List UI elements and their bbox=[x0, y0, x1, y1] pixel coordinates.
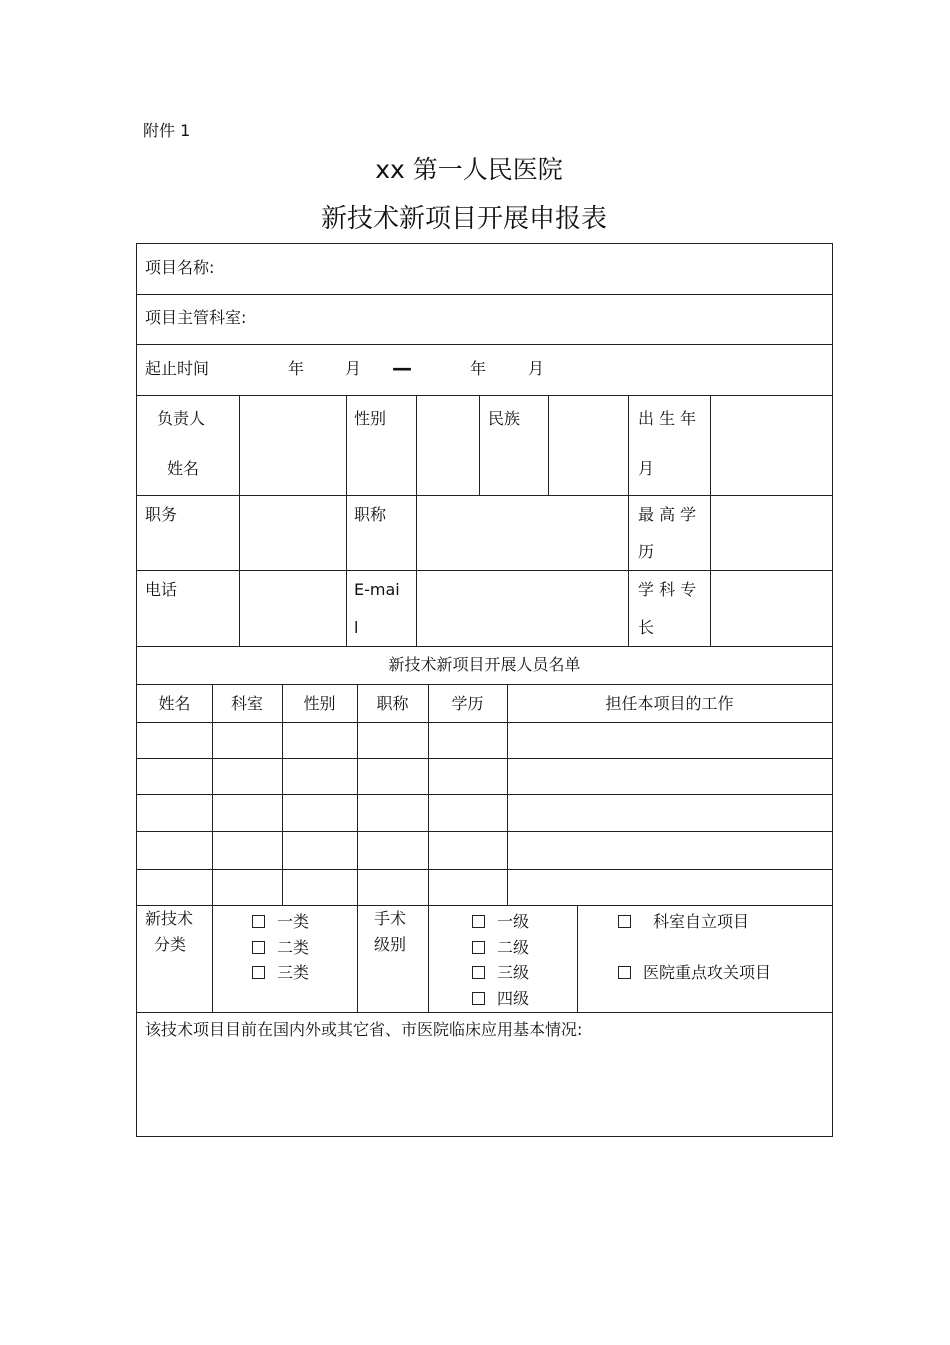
birth-field[interactable] bbox=[712, 397, 831, 494]
specialty-field[interactable] bbox=[712, 572, 831, 645]
surgery-level-option-2[interactable]: 二级 bbox=[472, 935, 529, 958]
title-field[interactable] bbox=[418, 497, 627, 569]
leader-name-label-line2: 姓名 bbox=[167, 459, 200, 478]
surgery-level-label-line1: 手术 bbox=[374, 909, 407, 928]
attachment-label: 附件 1 bbox=[143, 121, 191, 140]
email-label-line1: E-mai bbox=[354, 580, 400, 599]
specialty-label-line2: 长 bbox=[638, 618, 655, 637]
staff-list-heading: 新技术新项目开展人员名单 bbox=[388, 655, 581, 674]
project-type-option-department[interactable]: 科室自立项目 bbox=[618, 909, 749, 932]
project-name-field[interactable] bbox=[250, 250, 820, 288]
start-year-label: 年 bbox=[288, 359, 305, 378]
education-field[interactable] bbox=[712, 497, 831, 569]
col-header-department: 科室 bbox=[230, 694, 263, 713]
table-row[interactable] bbox=[137, 759, 832, 794]
birth-label-line2: 月 bbox=[638, 459, 655, 478]
end-year-label: 年 bbox=[470, 359, 487, 378]
category-option-2[interactable]: 二类 bbox=[252, 935, 309, 958]
hospital-name: xx 第一人民医院 bbox=[375, 155, 563, 184]
col-header-education: 学历 bbox=[451, 694, 484, 713]
specialty-label-line1: 学 科 专 bbox=[638, 580, 697, 599]
col-header-name: 姓名 bbox=[158, 694, 191, 713]
category-option-1[interactable]: 一类 bbox=[252, 909, 309, 932]
end-month-label: 月 bbox=[528, 359, 545, 378]
table-row[interactable] bbox=[137, 832, 832, 869]
gender-field[interactable] bbox=[418, 397, 478, 494]
surgery-level-label-line2: 级别 bbox=[374, 935, 407, 954]
col-header-title: 职称 bbox=[376, 694, 409, 713]
education-label-line2: 历 bbox=[638, 542, 655, 561]
surgery-level-option-1[interactable]: 一级 bbox=[472, 909, 529, 932]
position-field[interactable] bbox=[241, 497, 345, 569]
checkbox-icon[interactable] bbox=[472, 915, 485, 928]
phone-label: 电话 bbox=[145, 580, 178, 599]
title-label: 职称 bbox=[354, 505, 387, 524]
table-row[interactable] bbox=[137, 723, 832, 758]
table-row[interactable] bbox=[137, 795, 832, 831]
ethnicity-field[interactable] bbox=[550, 397, 627, 494]
education-label-line1: 最 高 学 bbox=[638, 505, 697, 524]
checkbox-icon[interactable] bbox=[472, 966, 485, 979]
checkbox-icon[interactable] bbox=[252, 966, 265, 979]
clinical-situation-field[interactable] bbox=[140, 1045, 828, 1131]
checkbox-icon[interactable] bbox=[252, 941, 265, 954]
surgery-level-option-4[interactable]: 四级 bbox=[472, 986, 529, 1009]
checkbox-icon[interactable] bbox=[472, 941, 485, 954]
col-header-gender: 性别 bbox=[303, 694, 336, 713]
period-dash: — bbox=[392, 356, 412, 380]
col-header-role: 担任本项目的工作 bbox=[605, 694, 734, 713]
checkbox-icon[interactable] bbox=[618, 966, 631, 979]
email-field[interactable] bbox=[418, 572, 627, 645]
table-row[interactable] bbox=[137, 870, 832, 905]
start-month-label: 月 bbox=[345, 359, 362, 378]
form-title: 新技术新项目开展申报表 bbox=[320, 204, 607, 234]
leader-name-label-line1: 负责人 bbox=[157, 409, 206, 428]
project-type-option-key[interactable]: 医院重点攻关项目 bbox=[618, 960, 771, 983]
project-name-label: 项目名称: bbox=[145, 258, 215, 277]
clinical-situation-label: 该技术项目目前在国内外或其它省、市医院临床应用基本情况: bbox=[145, 1020, 583, 1039]
department-field[interactable] bbox=[270, 300, 820, 338]
birth-label-line1: 出 生 年 bbox=[638, 409, 697, 428]
checkbox-icon[interactable] bbox=[472, 992, 485, 1005]
phone-field[interactable] bbox=[241, 572, 345, 645]
leader-name-field[interactable] bbox=[241, 397, 345, 494]
department-label: 项目主管科室: bbox=[145, 308, 247, 327]
position-label: 职务 bbox=[145, 505, 178, 524]
ethnicity-label: 民族 bbox=[488, 409, 521, 428]
tech-category-label-line1: 新技术 bbox=[145, 909, 194, 928]
checkbox-icon[interactable] bbox=[618, 915, 631, 928]
period-label: 起止时间 bbox=[145, 359, 210, 378]
gender-label: 性别 bbox=[354, 409, 387, 428]
category-option-3[interactable]: 三类 bbox=[252, 960, 309, 983]
checkbox-icon[interactable] bbox=[252, 915, 265, 928]
email-label-line2: l bbox=[354, 618, 359, 637]
surgery-level-option-3[interactable]: 三级 bbox=[472, 960, 529, 983]
tech-category-label-line2: 分类 bbox=[154, 935, 187, 954]
